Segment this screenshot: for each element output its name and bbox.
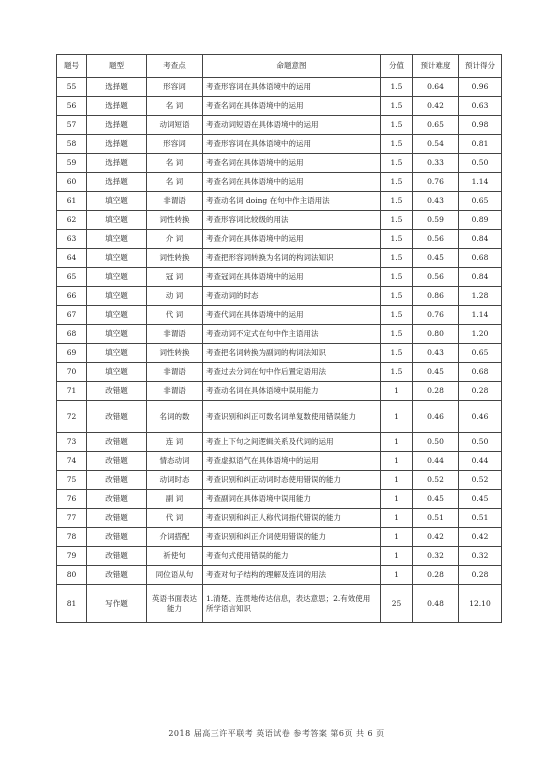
row-difficulty: 0.59 [413, 211, 459, 230]
row-difficulty: 0.28 [413, 382, 459, 401]
row-intent: 考查副词在具体语境中误用能力 [203, 490, 381, 509]
row-point: 非谓语 [147, 192, 203, 211]
row-expected: 0.63 [459, 97, 502, 116]
row-number: 78 [57, 528, 87, 547]
row-score: 1 [381, 433, 413, 452]
row-intent: 考查名词在具体语境中的运用 [203, 97, 381, 116]
row-expected: 0.65 [459, 344, 502, 363]
row-point: 名词的数 [147, 401, 203, 433]
table-row [57, 509, 502, 528]
row-difficulty: 0.46 [413, 401, 459, 433]
row-number: 72 [57, 401, 87, 433]
row-intent: 考查把名词转换为副词的构词法知识 [203, 344, 381, 363]
row-difficulty: 0.44 [413, 452, 459, 471]
row-type: 改错题 [87, 547, 147, 566]
row-number: 63 [57, 230, 87, 249]
row-point: 同位语从句 [147, 566, 203, 585]
row-type: 填空题 [87, 344, 147, 363]
row-score: 1.5 [381, 78, 413, 97]
table-row [57, 230, 502, 249]
row-number: 75 [57, 471, 87, 490]
row-expected: 1.14 [459, 173, 502, 192]
row-score: 1.5 [381, 192, 413, 211]
row-difficulty: 0.64 [413, 78, 459, 97]
row-type: 填空题 [87, 230, 147, 249]
row-score: 1.5 [381, 173, 413, 192]
row-score: 25 [381, 585, 413, 623]
row-score: 1 [381, 509, 413, 528]
col-header-point: 考查点 [147, 55, 203, 78]
row-score: 1.5 [381, 230, 413, 249]
row-score: 1.5 [381, 135, 413, 154]
row-type: 改错题 [87, 401, 147, 433]
row-score: 1.5 [381, 363, 413, 382]
row-type: 填空题 [87, 306, 147, 325]
answer-spec-table [56, 54, 502, 623]
row-point: 动词短语 [147, 116, 203, 135]
page-footer: 2018 届高三许平联考 英语试卷 参考答案 第6页 共 6 页 [168, 729, 385, 738]
row-difficulty: 0.56 [413, 230, 459, 249]
row-number: 76 [57, 490, 87, 509]
row-intent: 考查识别和纠正可数名词单复数使用错误能力 [203, 401, 381, 433]
row-number: 56 [57, 97, 87, 116]
row-expected: 1.28 [459, 287, 502, 306]
row-number: 62 [57, 211, 87, 230]
row-point: 形容词 [147, 78, 203, 97]
row-expected: 0.44 [459, 452, 502, 471]
row-difficulty: 0.45 [413, 363, 459, 382]
row-difficulty: 0.45 [413, 249, 459, 268]
table-row [57, 173, 502, 192]
table-row [57, 192, 502, 211]
row-expected: 1.14 [459, 306, 502, 325]
row-point: 代 词 [147, 509, 203, 528]
row-difficulty: 0.56 [413, 268, 459, 287]
row-expected: 0.84 [459, 230, 502, 249]
row-number: 74 [57, 452, 87, 471]
row-intent: 考查形容词在具体语境中的运用 [203, 78, 381, 97]
table-row [57, 154, 502, 173]
row-number: 80 [57, 566, 87, 585]
row-intent: 考查动名词在具体语境中误用能力 [203, 382, 381, 401]
row-expected: 0.96 [459, 78, 502, 97]
table-row [57, 452, 502, 471]
row-score: 1.5 [381, 306, 413, 325]
row-score: 1 [381, 528, 413, 547]
row-type: 选择题 [87, 173, 147, 192]
row-type: 选择题 [87, 97, 147, 116]
row-expected: 0.68 [459, 363, 502, 382]
row-point: 英语书面表达能力 [147, 585, 203, 623]
row-number: 69 [57, 344, 87, 363]
row-point: 动 词 [147, 287, 203, 306]
row-point: 介 词 [147, 230, 203, 249]
row-intent: 考查过去分词在句中作后置定语用法 [203, 363, 381, 382]
row-score: 1 [381, 452, 413, 471]
row-type: 写作题 [87, 585, 147, 623]
row-difficulty: 0.32 [413, 547, 459, 566]
row-type: 改错题 [87, 509, 147, 528]
table-row [57, 363, 502, 382]
row-intent: 考查动词不定式在句中作主语用法 [203, 325, 381, 344]
table-row [57, 433, 502, 452]
row-number: 60 [57, 173, 87, 192]
row-expected: 0.68 [459, 249, 502, 268]
row-difficulty: 0.42 [413, 97, 459, 116]
row-intent: 考查形容词比较级的用法 [203, 211, 381, 230]
row-score: 1.5 [381, 287, 413, 306]
row-point: 动词时态 [147, 471, 203, 490]
row-expected: 12.10 [459, 585, 502, 623]
table-row [57, 401, 502, 433]
row-intent: 考查句式使用错误的能力 [203, 547, 381, 566]
row-intent: 考查上下句之间逻辑关系及代词的运用 [203, 433, 381, 452]
row-number: 73 [57, 433, 87, 452]
row-type: 填空题 [87, 287, 147, 306]
row-difficulty: 0.45 [413, 490, 459, 509]
row-expected: 0.50 [459, 154, 502, 173]
row-type: 选择题 [87, 154, 147, 173]
row-score: 1 [381, 490, 413, 509]
row-intent: 考查冠词在具体语境中的运用 [203, 268, 381, 287]
row-intent: 考查对句子结构的理解及连词的用法 [203, 566, 381, 585]
col-header-type: 题型 [87, 55, 147, 78]
row-difficulty: 0.48 [413, 585, 459, 623]
row-score: 1.5 [381, 116, 413, 135]
row-expected: 0.50 [459, 433, 502, 452]
row-intent: 考查识别和纠正介词使用错误的能力 [203, 528, 381, 547]
row-point: 名 词 [147, 154, 203, 173]
row-score: 1.5 [381, 325, 413, 344]
row-number: 68 [57, 325, 87, 344]
row-score: 1.5 [381, 211, 413, 230]
table-row [57, 547, 502, 566]
row-number: 77 [57, 509, 87, 528]
row-expected: 0.32 [459, 547, 502, 566]
row-point: 非谓语 [147, 325, 203, 344]
row-type: 填空题 [87, 211, 147, 230]
row-number: 55 [57, 78, 87, 97]
row-number: 57 [57, 116, 87, 135]
row-number: 59 [57, 154, 87, 173]
row-intent: 考查识别和纠正动词时态使用错误的能力 [203, 471, 381, 490]
row-intent: 考查名词在具体语境中的运用 [203, 154, 381, 173]
table-row [57, 306, 502, 325]
row-type: 选择题 [87, 116, 147, 135]
row-number: 71 [57, 382, 87, 401]
table-row [57, 268, 502, 287]
row-type: 填空题 [87, 325, 147, 344]
row-difficulty: 0.42 [413, 528, 459, 547]
table-row [57, 471, 502, 490]
row-point: 非谓语 [147, 363, 203, 382]
row-intent: 考查形容词在具体语境中的运用 [203, 135, 381, 154]
row-expected: 0.42 [459, 528, 502, 547]
row-intent: 考查介词在具体语境中的运用 [203, 230, 381, 249]
table-header-row [57, 55, 502, 78]
table-row [57, 528, 502, 547]
row-point: 介词搭配 [147, 528, 203, 547]
table-row [57, 490, 502, 509]
row-difficulty: 0.28 [413, 566, 459, 585]
row-expected: 0.52 [459, 471, 502, 490]
row-number: 64 [57, 249, 87, 268]
row-point: 冠 词 [147, 268, 203, 287]
row-expected: 0.46 [459, 401, 502, 433]
row-score: 1.5 [381, 268, 413, 287]
table-row [57, 78, 502, 97]
row-point: 词性转换 [147, 344, 203, 363]
row-number: 70 [57, 363, 87, 382]
row-type: 填空题 [87, 249, 147, 268]
row-intent: 考查虚拟语气在具体语境中的运用 [203, 452, 381, 471]
row-difficulty: 0.50 [413, 433, 459, 452]
row-score: 1 [381, 382, 413, 401]
row-score: 1.5 [381, 97, 413, 116]
table-row [57, 97, 502, 116]
row-difficulty: 0.51 [413, 509, 459, 528]
row-type: 改错题 [87, 490, 147, 509]
row-point: 名 词 [147, 173, 203, 192]
row-type: 填空题 [87, 192, 147, 211]
row-intent: 考查动名词 doing 在句中作主语用法 [203, 192, 381, 211]
row-number: 79 [57, 547, 87, 566]
row-difficulty: 0.54 [413, 135, 459, 154]
row-score: 1.5 [381, 344, 413, 363]
table-row [57, 344, 502, 363]
row-difficulty: 0.76 [413, 173, 459, 192]
row-type: 改错题 [87, 382, 147, 401]
row-score: 1 [381, 471, 413, 490]
row-intent: 考查动词的时态 [203, 287, 381, 306]
row-type: 改错题 [87, 433, 147, 452]
row-difficulty: 0.52 [413, 471, 459, 490]
row-expected: 0.98 [459, 116, 502, 135]
row-expected: 1.20 [459, 325, 502, 344]
row-number: 65 [57, 268, 87, 287]
row-type: 改错题 [87, 471, 147, 490]
row-intent: 考查名词在具体语境中的运用 [203, 173, 381, 192]
row-type: 改错题 [87, 452, 147, 471]
table-row [57, 287, 502, 306]
row-intent: 1.清楚、连贯地传达信息，表达意思；2.有效使用所学语言知识 [203, 585, 381, 623]
row-intent: 考查识别和纠正人称代词指代错误的能力 [203, 509, 381, 528]
row-point: 名 词 [147, 97, 203, 116]
row-number: 67 [57, 306, 87, 325]
table-row [57, 585, 502, 623]
table-row [57, 382, 502, 401]
row-point: 非谓语 [147, 382, 203, 401]
table-row [57, 249, 502, 268]
table-row [57, 325, 502, 344]
row-expected: 0.45 [459, 490, 502, 509]
row-number: 81 [57, 585, 87, 623]
row-difficulty: 0.43 [413, 344, 459, 363]
row-type: 选择题 [87, 78, 147, 97]
row-expected: 0.28 [459, 382, 502, 401]
row-intent: 考查把形容词转换为名词的构词法知识 [203, 249, 381, 268]
row-score: 1 [381, 401, 413, 433]
row-type: 填空题 [87, 363, 147, 382]
row-type: 填空题 [87, 268, 147, 287]
row-number: 66 [57, 287, 87, 306]
row-intent: 考查动词短语在具体语境中的运用 [203, 116, 381, 135]
row-point: 代 词 [147, 306, 203, 325]
col-header-difficulty: 预计难度 [413, 55, 459, 78]
row-point: 词性转换 [147, 249, 203, 268]
row-intent: 考查代词在具体语境中的运用 [203, 306, 381, 325]
row-type: 改错题 [87, 566, 147, 585]
row-difficulty: 0.86 [413, 287, 459, 306]
table-row [57, 135, 502, 154]
table-row [57, 116, 502, 135]
row-score: 1.5 [381, 154, 413, 173]
row-difficulty: 0.65 [413, 116, 459, 135]
row-number: 58 [57, 135, 87, 154]
row-expected: 0.65 [459, 192, 502, 211]
row-point: 词性转换 [147, 211, 203, 230]
row-expected: 0.84 [459, 268, 502, 287]
row-point: 副 词 [147, 490, 203, 509]
row-point: 情态动词 [147, 452, 203, 471]
row-score: 1 [381, 547, 413, 566]
row-point: 连 词 [147, 433, 203, 452]
row-score: 1 [381, 566, 413, 585]
row-expected: 0.89 [459, 211, 502, 230]
row-difficulty: 0.33 [413, 154, 459, 173]
col-header-intent: 命题意图 [203, 55, 381, 78]
row-point: 形容词 [147, 135, 203, 154]
row-difficulty: 0.43 [413, 192, 459, 211]
table-row [57, 566, 502, 585]
col-header-number: 题号 [57, 55, 87, 78]
row-expected: 0.81 [459, 135, 502, 154]
row-expected: 0.28 [459, 566, 502, 585]
row-difficulty: 0.76 [413, 306, 459, 325]
row-point: 祈使句 [147, 547, 203, 566]
table-row [57, 211, 502, 230]
row-type: 改错题 [87, 528, 147, 547]
col-header-expected: 预计得分 [459, 55, 502, 78]
row-type: 选择题 [87, 135, 147, 154]
row-expected: 0.51 [459, 509, 502, 528]
row-score: 1.5 [381, 249, 413, 268]
row-number: 61 [57, 192, 87, 211]
col-header-score: 分值 [381, 55, 413, 78]
row-difficulty: 0.80 [413, 325, 459, 344]
